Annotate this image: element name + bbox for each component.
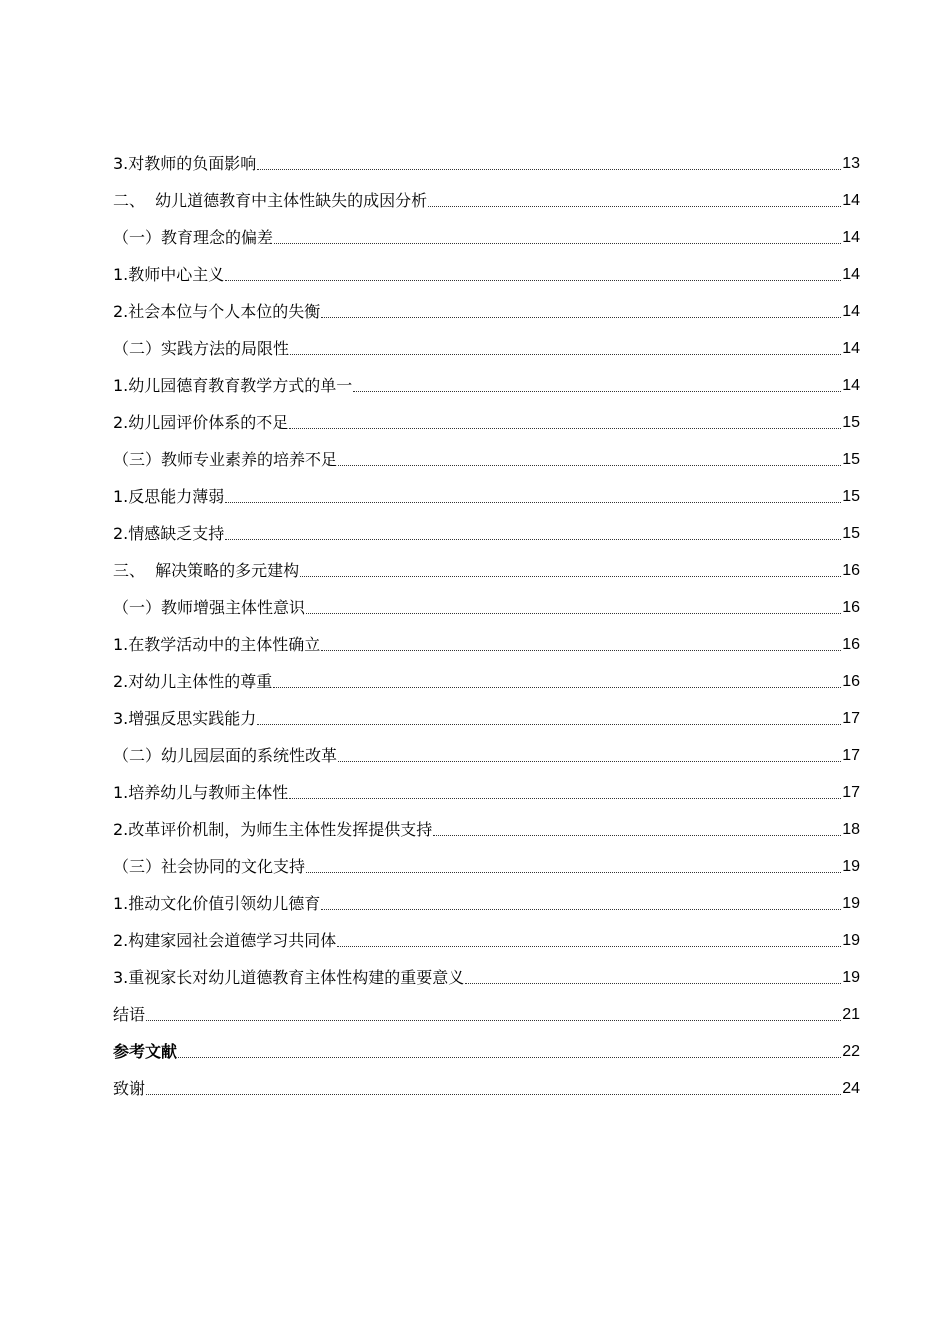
toc-entry[interactable] — [113, 137, 860, 174]
toc-entry[interactable] — [113, 877, 860, 914]
toc-entry-title: 3.对教师的负面影响 — [113, 154, 257, 173]
dot-leader — [321, 316, 841, 318]
toc-entry-title: 1.教师中心主义 — [113, 265, 225, 284]
toc-entry-title: （一）教师增强主体性意识 — [113, 598, 306, 617]
toc-entry[interactable] — [113, 1025, 860, 1062]
toc-entry-page: 14 — [842, 377, 860, 394]
toc-entry-title: 1.培养幼儿与教师主体性 — [113, 783, 289, 802]
toc-entry-page: 18 — [842, 821, 860, 838]
toc-entry-title: （二）幼儿园层面的系统性改革 — [113, 746, 338, 765]
toc-entry-page: 16 — [842, 636, 860, 653]
toc-entry[interactable] — [113, 692, 860, 729]
toc-entry-title: （二）实践方法的局限性 — [113, 339, 290, 358]
dot-leader — [289, 797, 841, 799]
toc-entry[interactable] — [113, 507, 860, 544]
toc-entry-page: 13 — [842, 155, 860, 172]
toc-entry-page: 19 — [842, 969, 860, 986]
toc-entry-page: 19 — [842, 932, 860, 949]
toc-entry[interactable] — [113, 766, 860, 803]
dot-leader — [273, 686, 841, 688]
toc-entry[interactable] — [113, 248, 860, 285]
toc-entry[interactable] — [113, 174, 860, 211]
toc-entry[interactable] — [113, 618, 860, 655]
toc-entry[interactable] — [113, 914, 860, 951]
dot-leader — [274, 242, 841, 244]
toc-entry[interactable] — [113, 988, 860, 1025]
toc-entry-page: 19 — [842, 858, 860, 875]
dot-leader — [146, 1093, 841, 1095]
toc-entry-page: 16 — [842, 599, 860, 616]
toc-entry-page: 14 — [842, 192, 860, 209]
toc-entry-title: （三）社会协同的文化支持 — [113, 857, 306, 876]
dot-leader — [257, 168, 841, 170]
toc-entry-title: 结语 — [113, 1005, 146, 1024]
dot-leader — [289, 427, 841, 429]
toc-entry-title: 1.幼儿园德育教育教学方式的单一 — [113, 376, 353, 395]
toc-entry-title: 2.对幼儿主体性的尊重 — [113, 672, 273, 691]
toc-entry[interactable] — [113, 1062, 860, 1099]
toc-entry-page: 21 — [842, 1006, 860, 1023]
dot-leader — [321, 649, 841, 651]
dot-leader — [338, 760, 841, 762]
toc-entry[interactable] — [113, 729, 860, 766]
dot-leader — [465, 982, 841, 984]
dot-leader — [433, 834, 841, 836]
toc-entry-page: 16 — [842, 562, 860, 579]
toc-entry-title: 1.反思能力薄弱 — [113, 487, 225, 506]
toc-entry-title: 2.幼儿园评价体系的不足 — [113, 413, 289, 432]
toc-entry[interactable] — [113, 359, 860, 396]
toc-entry-title: 致谢 — [113, 1079, 146, 1098]
toc-entry-page: 17 — [842, 784, 860, 801]
toc-entry[interactable] — [113, 322, 860, 359]
toc-entry[interactable] — [113, 470, 860, 507]
toc-entry[interactable] — [113, 803, 860, 840]
toc-entry-title: 3.重视家长对幼儿道德教育主体性构建的重要意义 — [113, 968, 465, 987]
toc-entry-page: 15 — [842, 488, 860, 505]
dot-leader — [428, 205, 841, 207]
toc-entry-title: 3.增强反思实践能力 — [113, 709, 257, 728]
toc-entry-page: 14 — [842, 229, 860, 246]
toc-entry-title: （三）教师专业素养的培养不足 — [113, 450, 338, 469]
toc-entry[interactable] — [113, 211, 860, 248]
toc-entry-page: 24 — [842, 1080, 860, 1097]
dot-leader — [178, 1056, 841, 1058]
dot-leader — [338, 464, 841, 466]
toc-entry-page: 17 — [842, 747, 860, 764]
toc-entry-title: 1.推动文化价值引领幼儿德育 — [113, 894, 321, 913]
toc-entry-page: 17 — [842, 710, 860, 727]
toc-entry-title: 二、 幼儿道德教育中主体性缺失的成因分析 — [113, 191, 428, 210]
toc-entry-title: （一）教育理念的偏差 — [113, 228, 274, 247]
dot-leader — [353, 390, 841, 392]
dot-leader — [146, 1019, 841, 1021]
dot-leader — [257, 723, 841, 725]
toc-entry-page: 19 — [842, 895, 860, 912]
toc-entry-title: 2.改革评价机制，为师生主体性发挥提供支持 — [113, 820, 433, 839]
toc-entry[interactable] — [113, 581, 860, 618]
dot-leader — [321, 908, 841, 910]
dot-leader — [306, 871, 841, 873]
toc-entry-page: 15 — [842, 525, 860, 542]
dot-leader — [306, 612, 841, 614]
dot-leader — [225, 279, 841, 281]
toc-entry-title: 参考文献 — [113, 1042, 178, 1061]
toc-entry-page: 14 — [842, 340, 860, 357]
toc-entry-page: 16 — [842, 673, 860, 690]
dot-leader — [225, 538, 841, 540]
toc-entry[interactable] — [113, 396, 860, 433]
dot-leader — [337, 945, 841, 947]
toc-entry-title: 1.在教学活动中的主体性确立 — [113, 635, 321, 654]
dot-leader — [300, 575, 841, 577]
toc-entry-page: 15 — [842, 414, 860, 431]
toc-entry-page: 15 — [842, 451, 860, 468]
toc-entry[interactable] — [113, 285, 860, 322]
toc-entry-title: 2.社会本位与个人本位的失衡 — [113, 302, 321, 321]
toc-entry[interactable] — [113, 840, 860, 877]
toc-entry[interactable] — [113, 544, 860, 581]
dot-leader — [290, 353, 841, 355]
toc-entry-page: 14 — [842, 266, 860, 283]
toc-entry-title: 三、 解决策略的多元建构 — [113, 561, 300, 580]
toc-entry-page: 22 — [842, 1043, 860, 1060]
toc-entry[interactable] — [113, 655, 860, 692]
table-of-contents — [113, 137, 860, 1099]
toc-entry-page: 14 — [842, 303, 860, 320]
dot-leader — [225, 501, 841, 503]
toc-entry[interactable] — [113, 433, 860, 470]
toc-entry[interactable] — [113, 951, 860, 988]
toc-entry-title: 2.情感缺乏支持 — [113, 524, 225, 543]
toc-entry-title: 2.构建家园社会道德学习共同体 — [113, 931, 337, 950]
